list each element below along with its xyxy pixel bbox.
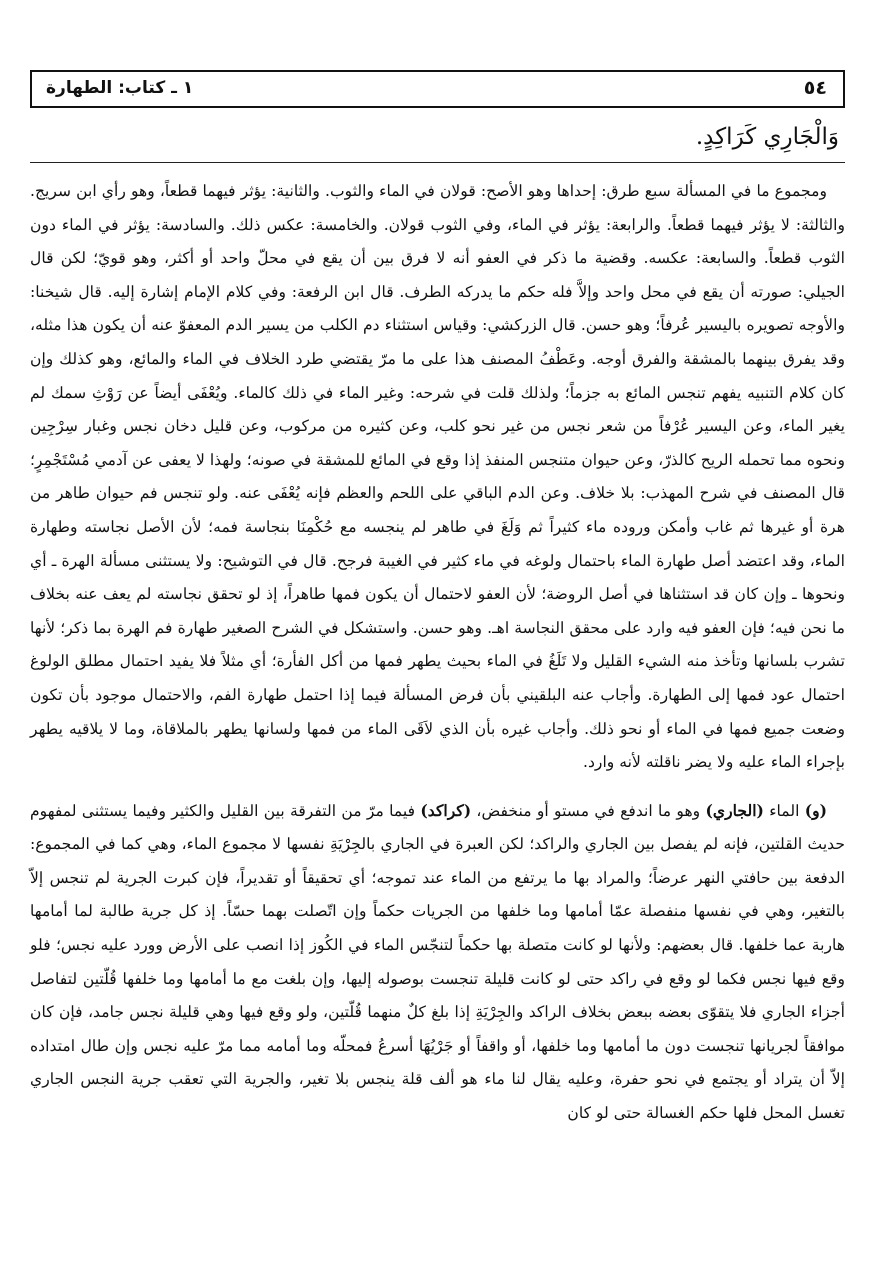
chapter-title: ١ ـ كتاب: الطهارة (46, 78, 194, 98)
running-header (30, 70, 845, 108)
matn-word-waw: (و) (804, 800, 827, 820)
separator-rule (30, 162, 845, 163)
matn-word-karakid: (كراكد) (420, 800, 472, 820)
commentary-paragraph-2 (30, 794, 845, 1131)
commentary-body (30, 175, 845, 1131)
commentary-paragraph-1: ومجموع ما في المسألة سبع طرق: إحداها وهو الأصح: قولان في الماء والثوب. والثانية: يؤثر فيهما قطعاً، وهو رأي ابن سريج. والثالثة: لا يؤثر فيهما قطعاً. والرابعة: يؤثر في الماء، وفي الثوب قولان. والخامسة: عكس ذلك. والسادسة: يؤثر في الماء دون الثوب قطعاً. والسابعة: عكسه. وقضية ما ذكر في العفو أنه لا فرق بين أن يقع في محلّ واحد أو أكثر، وهو قويّ؛ لكن قال الجيلي: صورته أن يقع في محل واحد وإلاَّ فله حكم ما يدركه الطرف. قال ابن الرفعة: وفي كلام الإمام إشارة إليه. قال شيخنا: والأوجه تصويره باليسير عُرفاً؛ وهو حسن. قال الزركشي: وقياس استثناء دم الكلب من يسير الدم المعفوّ عنه أن يكون هذا مثله، وقد يفرق بينهما بالمشقة والفرق أوجه. وعَطْفُ المصنف هذا على ما مرّ يقتضي طرد الخلاف في الماء والمائع، وهو كذلك وإن كان كلام التنبيه يفهم تنجس المائع به جزماً؛ ولذلك قلت في شرحه: وغير الماء في ذلك كالماء. ويُعْفَى أيضاً عن رَوْثِ سمك لم يغير الماء، وعن اليسير عُرْفاً من شعر نجس من غير نحو كلب، وعن كثيره من مركوب، وعن قليل دخان نجس وغبار سِرْجِين ونحوه مما تحمله الريح كالذرّ، وعن حيوان متنجس المنفذ إذا وقع في المائع للمشقة في صونه؛ ولهذا لا يعفى عن آدمي مُسْتَجْمِرٍ؛ قال المصنف في شرح المهذب: بلا خلاف. وعن الدم الباقي على اللحم والعظم فإنه يُعْفَى عنه. ولو تنجس فم حيوان طاهر من هرة أو غيرها ثم غاب وأمكن وروده ماء كثيراً ثم وَلَغَ في طاهر لم ينجسه مع حُكْمِنَا بنجاسة فمه؛ لأن الأصل نجاسته وطهارة الماء، وقد اعتضد أصل طهارة الماء باحتمال ولوغه في ماء كثير في الغيبة فرجح. قال في التوشيح: ولا يستثنى مسألة الهرة ـ أي ونحوها ـ وإن كان قد استثناها في أصل الروضة؛ لأن العفو لاحتمال أن يكون فمها طاهراً، إذ لو تحقق نجاسته لم يعف عنه بخلاف ما نحن فيه؛ فإن العفو فيه وارد على محقق النجاسة اهـ. وهو حسن. واستشكل في الشرح الصغير طهارة فم الهرة بما ذكر؛ لأنها تشرب بلسانها وتأخذ منه الشيء القليل ولا تَلَغُ في الماء بحيث يطهر فمها من أكل الفأرة؛ أي مثلاً فلا يفيد احتمال مطلق الولوغ احتمال عود فمها إلى الطهارة. وأجاب عنه البلقيني بأن فرض المسألة فيما إذا احتمل طهارة الفم، والاحتمال موجود بأن تكون وضعت جميع فمها في الماء أو نحو ذلك. وأجاب غيره بأن الذي لاَقَى الماء من فمها ولسانها يطهر بالملاقاة، وما لا يلاقيه يطهر بإجراء الماء عليه ولا يضر ناقلته لأنه وارد. (30, 182, 845, 772)
text-span: وهو ما اندفع في مستو أو منخفض، (471, 801, 706, 820)
matn-word-jari: (الجاري) (705, 800, 764, 820)
book-page (30, 70, 845, 1131)
text-span: الماء (763, 801, 805, 820)
matn-line: وَالْجَارِي كَرَاكِدٍ. (695, 124, 839, 150)
page-number: ٥٤ (803, 77, 827, 99)
text-span: فيما مرّ من التفرقة بين القليل والكثير وفيما يستثنى لمفهوم حديث القلتين، فإنه لم يفصل بين الجاري والراكد؛ لكن العبرة في الجاري بالجِرْيَةِ نفسها لا مجموع الماء، وهي كما في المجموع: الدفعة بين حافتي النهر عرضاً؛ والمراد بها ما يرتفع من الماء عند تموجه؛ أي تحقيقاً أو تقديراً، فإن كبرت الجرية لم تنجس إلاّ بالتغير، وهي في نفسها منفصلة عمّا أمامها وما خلفها من الجريات حكماً وإن اتّصلت بهما حسّاً. إذ كل جرية طالبة لما أمامها هاربة عما خلفها. قال بعضهم: ولأنها لو كانت متصلة بها حكماً لتنجّس الماء في الكُوز إذا انصب على الأرض وورد عليه نجس؛ فلو وقع فيها نجس فكما لو وقع في راكد حتى لو كانت قليلة تنجست بوصوله إليها، وإن بلغت مع ما أمامها وما خلفها قُلّتين لتفاصل أجزاء الجاري فلا يتقوّى بعضه ببعض بخلاف الراكد والجِرْيَةِ إذا بلغ كلٌ منهما قُلّتين، ولو وقع فيها وهي قليلة نجس جامد، فإن كان موافقاً لجريانها تنجست دون ما أمامها وما خلفها، أو واقفاً أو جَرْيُهَا أسرعُ فمحلّه وما أمامه مما مرّ عليه نجس وإن طال امتداده إلاّ أن يتراد أو يجتمع في نحو حفرة، وعليه يقال لنا ماء هو ألف قلة ينجس بلا تغير، والجرية التي تعقب جرية النجس الجاري تغسل المحل فلها حكم الغسالة حتى لو كان (30, 801, 845, 1123)
